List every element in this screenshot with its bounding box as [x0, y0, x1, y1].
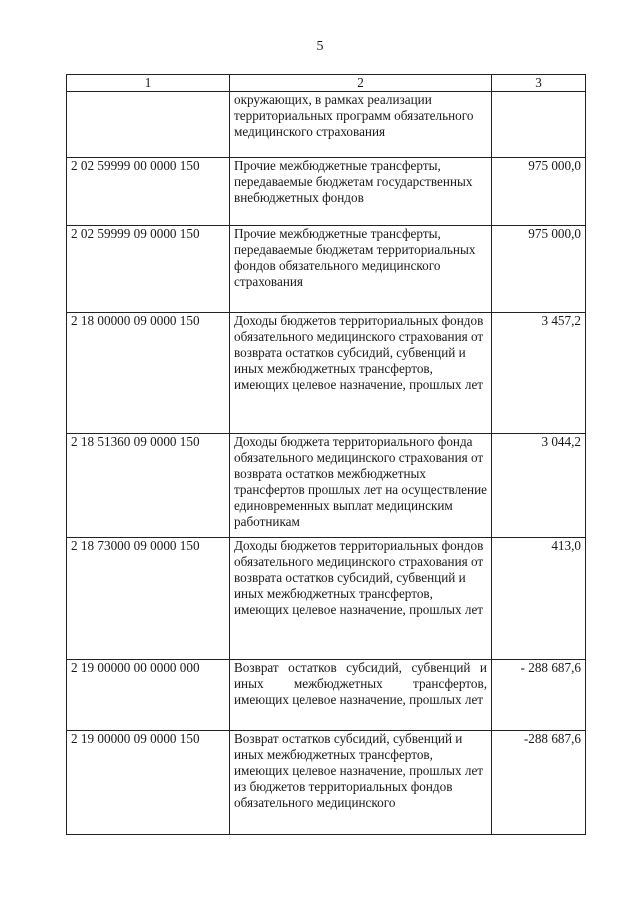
row-amount: 975 000,0	[492, 158, 586, 226]
row-amount: 975 000,0	[492, 226, 586, 313]
table-row	[67, 660, 586, 731]
row-description: Прочие межбюджетные трансферты, передаваемые бюджетам территориальных фондов обязательного медицинского страхования	[230, 226, 492, 313]
table-row	[67, 538, 586, 660]
row-description: Возврат остатков субсидий, субвенций и иных межбюджетных трансфертов, имеющих целевое назначение, прошлых лет из бюджетов территориальных фондов обязательного медицинского	[230, 731, 492, 835]
row-description: Доходы бюджета территориального фонда обязательного медицинского страхования от возврата остатков межбюджетных трансфертов прошлых лет на осуществление единовременных выплат медицинским работникам	[230, 434, 492, 538]
column-header-2: 2	[230, 75, 492, 92]
row-description: окружающих, в рамках реализации территориальных программ обязательного медицинского страхования	[230, 92, 492, 158]
table-row	[67, 92, 586, 158]
table-row	[67, 158, 586, 226]
row-amount: 3 044,2	[492, 434, 586, 538]
table-header-row	[67, 75, 586, 92]
row-description: Возврат остатков субсидий, субвенций и иных межбюджетных трансфертов, имеющих целевое назначение, прошлых лет	[230, 660, 492, 731]
row-amount: -288 687,6	[492, 731, 586, 835]
row-code: 2 02 59999 00 0000 150	[67, 158, 230, 226]
row-description: Доходы бюджетов территориальных фондов обязательного медицинского страхования от возврата остатков субсидий, субвенций и иных межбюджетных трансфертов, имеющих целевое назначение, прошлых лет	[230, 313, 492, 434]
table-row	[67, 313, 586, 434]
row-code: 2 19 00000 00 0000 000	[67, 660, 230, 731]
row-amount: 3 457,2	[492, 313, 586, 434]
row-code: 2 18 00000 09 0000 150	[67, 313, 230, 434]
column-header-3: 3	[492, 75, 586, 92]
table-row	[67, 226, 586, 313]
row-code	[67, 92, 230, 158]
row-description: Доходы бюджетов территориальных фондов обязательного медицинского страхования от возврата остатков субсидий, субвенций и иных межбюджетных трансфертов, имеющих целевое назначение, прошлых лет	[230, 538, 492, 660]
budget-table	[66, 74, 586, 835]
row-code: 2 02 59999 09 0000 150	[67, 226, 230, 313]
row-amount: 413,0	[492, 538, 586, 660]
page-number: 5	[316, 39, 324, 54]
table-row	[67, 731, 586, 835]
row-code: 2 18 73000 09 0000 150	[67, 538, 230, 660]
row-amount: - 288 687,6	[492, 660, 586, 731]
row-code: 2 18 51360 09 0000 150	[67, 434, 230, 538]
row-description: Прочие межбюджетные трансферты, передаваемые бюджетам государственных внебюджетных фондов	[230, 158, 492, 226]
row-amount	[492, 92, 586, 158]
row-code: 2 19 00000 09 0000 150	[67, 731, 230, 835]
table-row	[67, 434, 586, 538]
column-header-1: 1	[67, 75, 230, 92]
